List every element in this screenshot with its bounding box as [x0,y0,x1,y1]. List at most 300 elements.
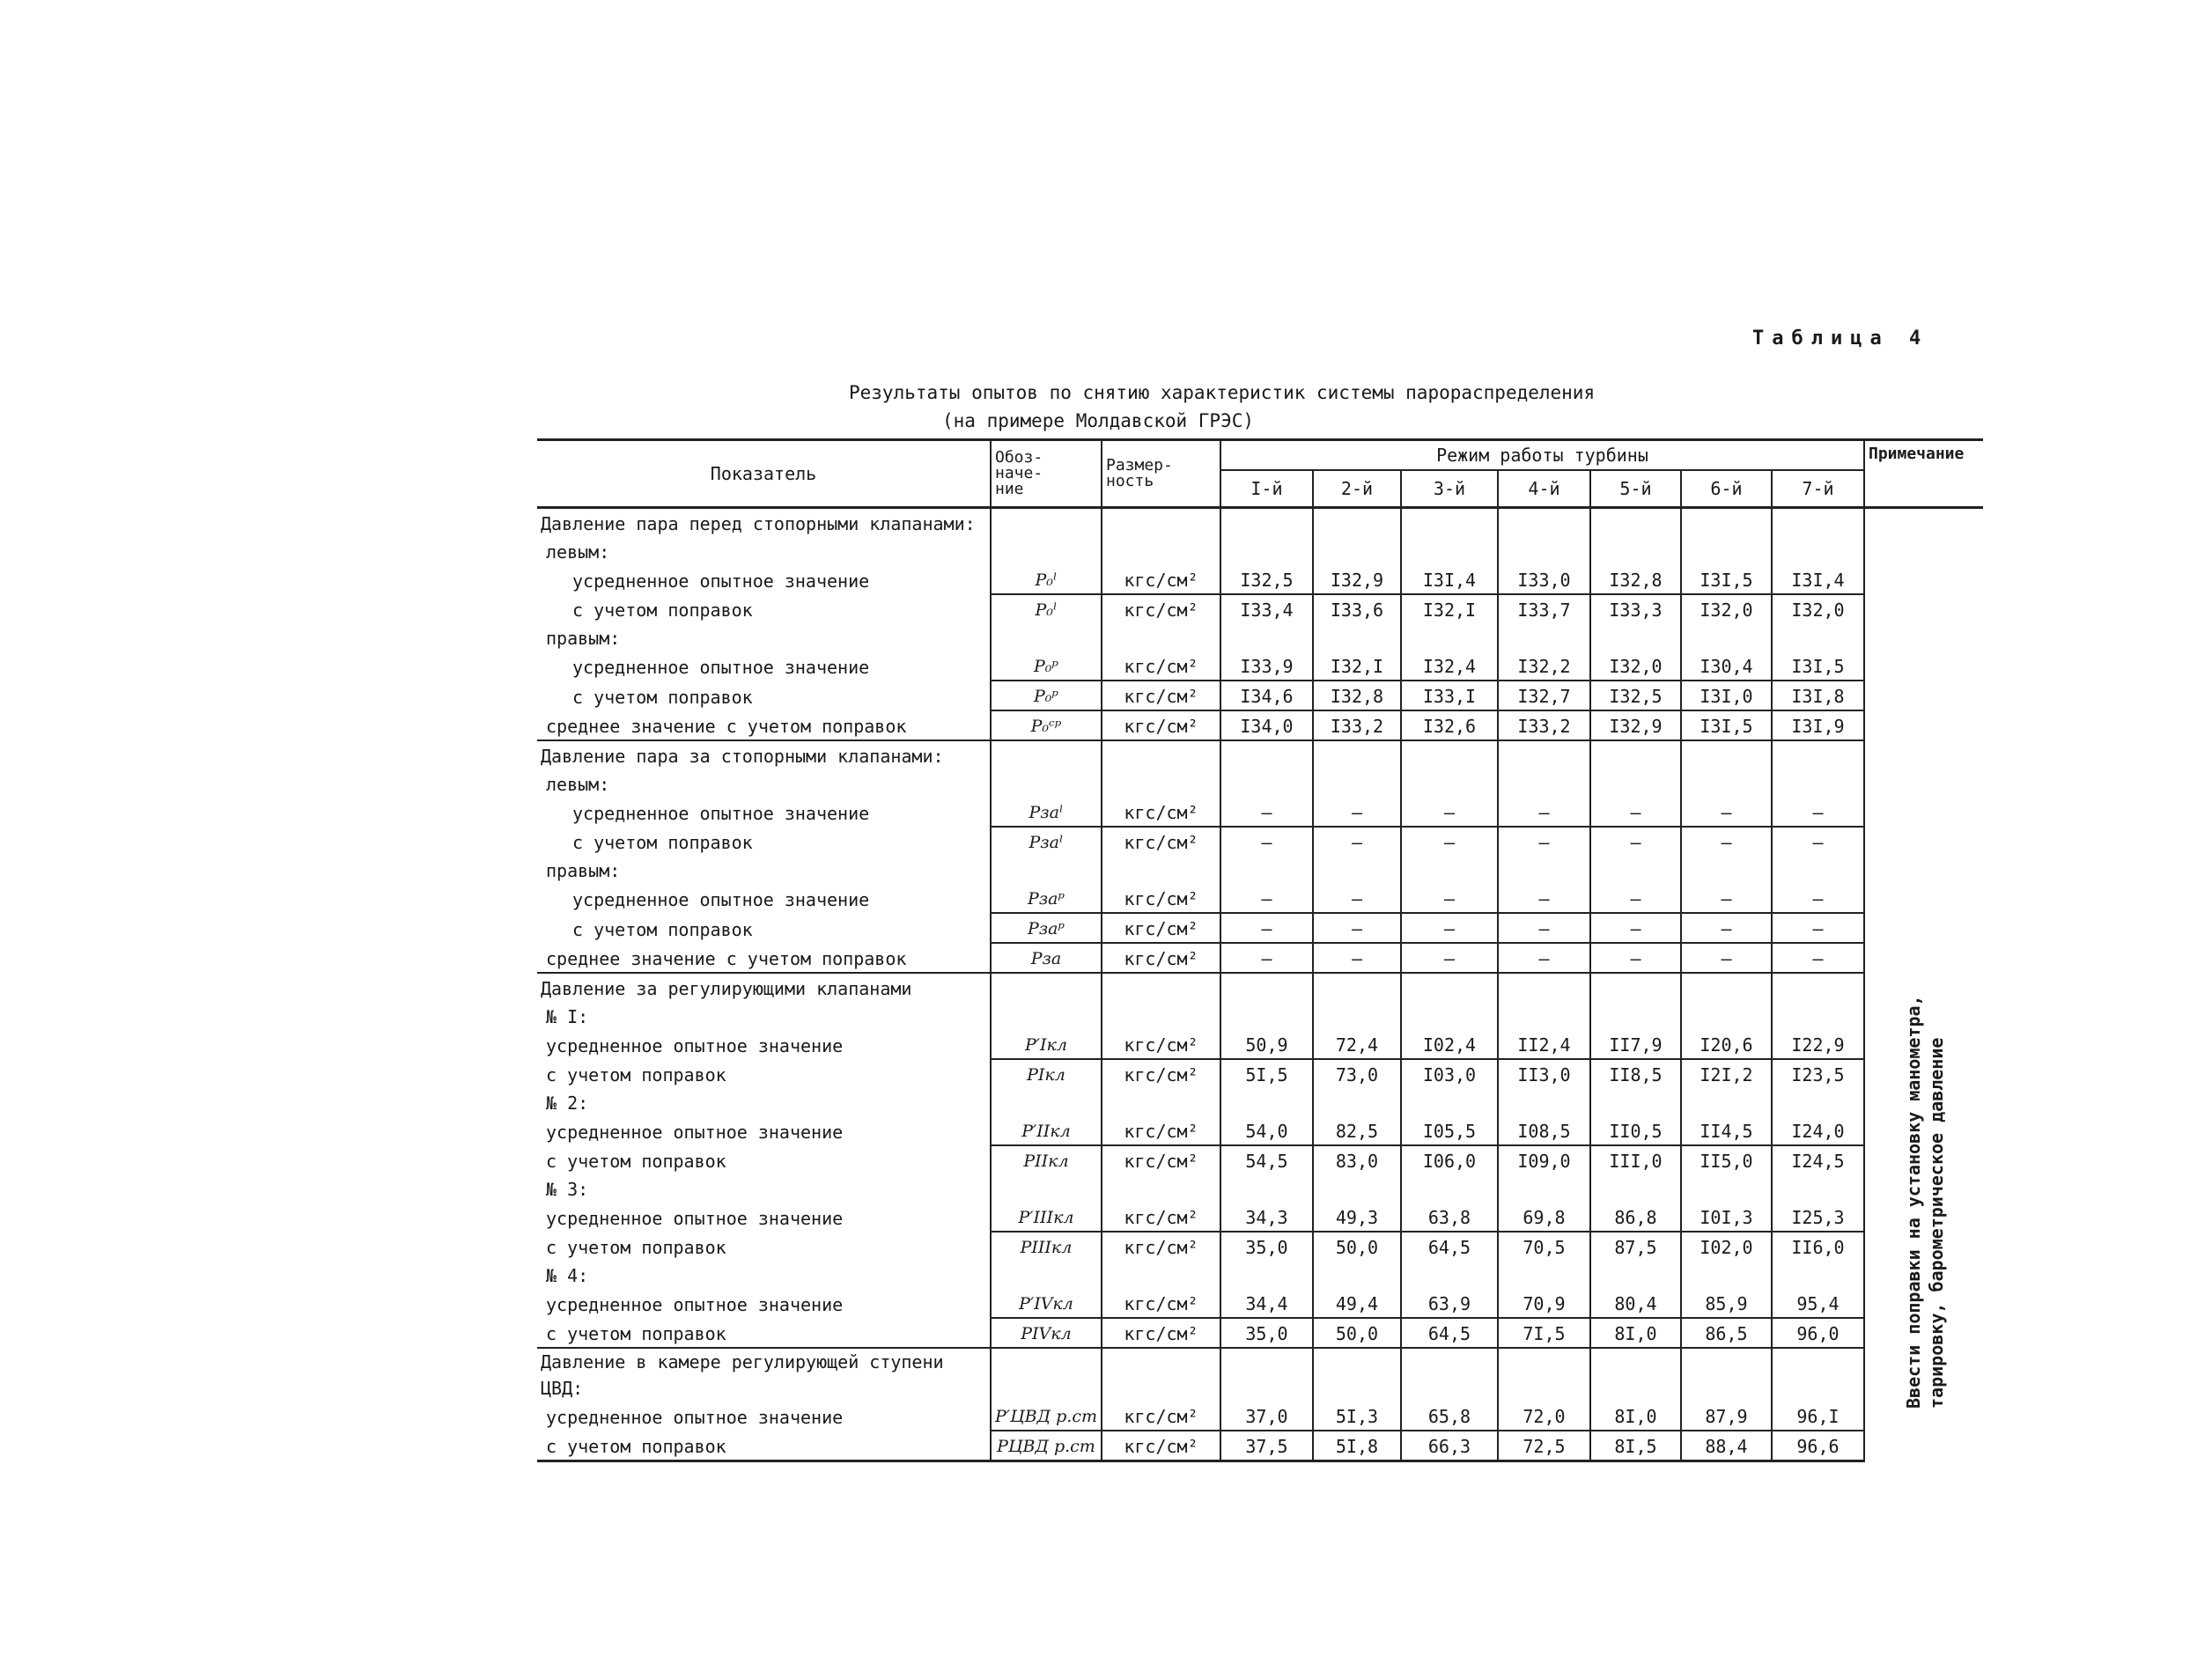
value-cell: I0I,3 [1681,1203,1772,1232]
header-mode: 6-й [1681,470,1772,508]
value-cell [1772,1261,1864,1289]
value-cell: – [1590,798,1681,827]
value-cell: – [1498,913,1590,943]
value-cell: 96,I [1772,1402,1864,1431]
value-cell: I32,8 [1313,681,1401,710]
value-cell [1313,1174,1401,1203]
row-symbol: P′ЦВД р.ст [991,1402,1102,1431]
value-cell: I3I,0 [1681,681,1772,710]
value-cell [1772,508,1864,538]
table-row [537,1002,1983,1030]
row-label: № 3: [537,1174,991,1203]
row-symbol: P′IIIкл [991,1203,1102,1232]
note-cell [1864,884,1983,913]
row-label: правым: [537,856,991,884]
row-label: с учетом поправок [537,1145,991,1174]
note-cell [1864,827,1983,856]
value-cell: 5I,8 [1313,1431,1401,1461]
row-symbol: P′IVкл [991,1289,1102,1318]
value-cell: – [1313,884,1401,913]
value-cell: – [1401,827,1498,856]
value-cell: I2I,2 [1681,1059,1772,1088]
table-title: Результаты опытов по снятию характеристик системы парораспределения [849,382,1596,403]
value-cell [1772,1174,1864,1203]
note-cell [1864,798,1983,827]
table-row [537,856,1983,884]
row-label: с учетом поправок [537,1318,991,1348]
row-unit [1102,769,1220,798]
value-cell: I3I,5 [1772,651,1864,681]
row-symbol [991,973,1102,1002]
value-cell [1498,508,1590,538]
note-cell [1864,913,1983,943]
row-symbol [991,769,1102,798]
row-unit: кгс/см² [1102,1289,1220,1318]
value-cell: 87,5 [1590,1232,1681,1261]
note-cell [1864,740,1983,769]
value-cell [1313,973,1401,1002]
value-cell: – [1590,943,1681,973]
row-unit: кгс/см² [1102,913,1220,943]
table-row [537,1088,1983,1116]
row-symbol: P′IIкл [991,1116,1102,1145]
value-cell: – [1220,913,1313,943]
value-cell: I3I,4 [1401,565,1498,594]
row-label: усредненное опытное значение [537,798,991,827]
note-cell [1864,537,1983,565]
value-cell: I34,0 [1220,710,1313,740]
value-cell: 88,4 [1681,1431,1772,1461]
row-unit: кгс/см² [1102,1145,1220,1174]
value-cell: – [1313,913,1401,943]
value-cell [1313,856,1401,884]
value-cell: – [1498,827,1590,856]
value-cell: I25,3 [1772,1203,1864,1232]
group-heading: Давление пара перед стопорными клапанами: [537,508,991,538]
table-row [537,769,1983,798]
row-unit: кгс/см² [1102,1431,1220,1461]
table-row [537,827,1983,856]
value-cell: 49,4 [1313,1289,1401,1318]
row-unit: кгс/см² [1102,565,1220,594]
value-cell: I32,0 [1681,594,1772,623]
header-mode: 2-й [1313,470,1401,508]
value-cell [1220,1002,1313,1030]
value-cell: – [1401,798,1498,827]
row-label: с учетом поправок [537,594,991,623]
value-cell: II8,5 [1590,1059,1681,1088]
value-cell [1220,1261,1313,1289]
value-cell [1590,623,1681,651]
row-unit [1102,1348,1220,1402]
value-cell: 63,8 [1401,1203,1498,1232]
value-cell [1220,1088,1313,1116]
value-cell: I32,2 [1498,651,1590,681]
value-cell: I34,6 [1220,681,1313,710]
row-label: усредненное опытное значение [537,1402,991,1431]
value-cell [1220,1348,1313,1402]
value-cell [1772,1348,1864,1402]
row-label: с учетом поправок [537,1431,991,1461]
row-symbol: P₀ˡ [991,594,1102,623]
value-cell: I3I,4 [1772,565,1864,594]
value-cell: 66,3 [1401,1431,1498,1461]
header-mode: 4-й [1498,470,1590,508]
value-cell: II5,0 [1681,1145,1772,1174]
value-cell: 5I,3 [1313,1402,1401,1431]
value-cell [1590,1002,1681,1030]
value-cell: – [1590,827,1681,856]
row-symbol: Pза [991,943,1102,973]
row-symbol [991,1261,1102,1289]
value-cell: – [1498,884,1590,913]
table-row [537,537,1983,565]
value-cell [1401,740,1498,769]
value-cell: 63,9 [1401,1289,1498,1318]
value-cell: I23,5 [1772,1059,1864,1088]
value-cell: – [1220,943,1313,973]
value-cell: – [1681,913,1772,943]
value-cell: – [1313,827,1401,856]
value-cell [1590,1174,1681,1203]
value-cell: 54,5 [1220,1145,1313,1174]
value-cell [1498,537,1590,565]
value-cell [1220,537,1313,565]
value-cell: I03,0 [1401,1059,1498,1088]
value-cell [1498,973,1590,1002]
value-cell [1681,1002,1772,1030]
value-cell: I3I,8 [1772,681,1864,710]
table-row [537,913,1983,943]
row-unit [1102,623,1220,651]
row-label: № I: [537,1002,991,1030]
value-cell [1220,623,1313,651]
value-cell [1772,537,1864,565]
note-cell [1864,594,1983,623]
value-cell: II4,5 [1681,1116,1772,1145]
note-text: Ввести поправки на установку манометра, тарировку, барометрическое давление [1903,995,1947,1409]
row-symbol: P′Iкл [991,1030,1102,1059]
table-subtitle: (на примере Молдавской ГРЭС) [942,410,1255,431]
value-cell: I32,9 [1590,710,1681,740]
value-cell: I33,9 [1220,651,1313,681]
value-cell [1313,1261,1401,1289]
group-heading: Давление за регулирующими клапанами [537,973,991,1002]
value-cell [1681,769,1772,798]
table-row [537,1431,1983,1461]
value-cell: – [1681,827,1772,856]
value-cell: III,0 [1590,1145,1681,1174]
row-unit [1102,1088,1220,1116]
row-label: усредненное опытное значение [537,1116,991,1145]
table-row [537,508,1983,538]
value-cell [1220,973,1313,1002]
row-unit [1102,537,1220,565]
value-cell [1401,1174,1498,1203]
value-cell [1772,769,1864,798]
value-cell: I32,0 [1772,594,1864,623]
row-label: с учетом поправок [537,827,991,856]
value-cell: 35,0 [1220,1232,1313,1261]
value-cell: 37,0 [1220,1402,1313,1431]
row-unit: кгс/см² [1102,1030,1220,1059]
table-row [537,565,1983,594]
value-cell [1681,856,1772,884]
value-cell [1313,1002,1401,1030]
value-cell: – [1313,943,1401,973]
value-cell [1590,1348,1681,1402]
row-label: усредненное опытное значение [537,1203,991,1232]
table-row [537,1174,1983,1203]
value-cell: 73,0 [1313,1059,1401,1088]
value-cell [1401,973,1498,1002]
value-cell: I32,4 [1401,651,1498,681]
value-cell [1313,740,1401,769]
row-unit: кгс/см² [1102,1116,1220,1145]
value-cell: 69,8 [1498,1203,1590,1232]
value-cell [1401,537,1498,565]
value-cell: 70,9 [1498,1289,1590,1318]
value-cell [1498,740,1590,769]
value-cell [1590,973,1681,1002]
value-cell [1590,1261,1681,1289]
row-label: среднее значение с учетом поправок [537,710,991,740]
row-symbol: PIкл [991,1059,1102,1088]
row-symbol [991,1174,1102,1203]
row-label: № 2: [537,1088,991,1116]
table-row [537,623,1983,651]
value-cell [1681,1261,1772,1289]
value-cell: 64,5 [1401,1318,1498,1348]
value-cell: I24,0 [1772,1116,1864,1145]
value-cell [1772,1088,1864,1116]
header-note: Примечание [1864,440,1983,508]
value-cell: – [1498,943,1590,973]
row-symbol [991,508,1102,538]
value-cell: 87,9 [1681,1402,1772,1431]
row-symbol: P₀ᶜᵖ [991,710,1102,740]
value-cell: II0,5 [1590,1116,1681,1145]
row-label: усредненное опытное значение [537,1030,991,1059]
value-cell: – [1681,884,1772,913]
row-symbol: PIIIкл [991,1232,1102,1261]
value-cell: 34,3 [1220,1203,1313,1232]
value-cell: I32,6 [1401,710,1498,740]
value-cell [1498,856,1590,884]
row-label: среднее значение с учетом поправок [537,943,991,973]
value-cell: 34,4 [1220,1289,1313,1318]
table-row [537,943,1983,973]
value-cell [1313,1088,1401,1116]
value-cell: II2,4 [1498,1030,1590,1059]
value-cell: – [1401,913,1498,943]
value-cell: I32,0 [1590,651,1681,681]
value-cell [1681,623,1772,651]
table-row [537,1261,1983,1289]
row-symbol: Pзаᵖ [991,884,1102,913]
value-cell [1401,623,1498,651]
value-cell: I08,5 [1498,1116,1590,1145]
row-symbol [991,1348,1102,1402]
value-cell: 95,4 [1772,1289,1864,1318]
value-cell [1401,1348,1498,1402]
value-cell: I02,0 [1681,1232,1772,1261]
value-cell: I32,5 [1590,681,1681,710]
row-symbol [991,1002,1102,1030]
note-cell [1864,651,1983,681]
group-heading: Давление пара за стопорными клапанами: [537,740,991,769]
value-cell: 65,8 [1401,1402,1498,1431]
value-cell: I32,5 [1220,565,1313,594]
header-mode: 7-й [1772,470,1864,508]
value-cell [1220,1174,1313,1203]
value-cell: I3I,5 [1681,565,1772,594]
row-label: правым: [537,623,991,651]
value-cell: – [1681,798,1772,827]
value-cell: – [1681,943,1772,973]
note-cell [1864,565,1983,594]
value-cell: I30,4 [1681,651,1772,681]
row-label: с учетом поправок [537,1059,991,1088]
value-cell: – [1401,884,1498,913]
value-cell: 72,4 [1313,1030,1401,1059]
value-cell: 50,0 [1313,1318,1401,1348]
row-unit: кгс/см² [1102,1402,1220,1431]
value-cell: – [1220,798,1313,827]
row-unit: кгс/см² [1102,651,1220,681]
value-cell [1681,508,1772,538]
value-cell: I32,I [1313,651,1401,681]
value-cell [1590,740,1681,769]
value-cell: 54,0 [1220,1116,1313,1145]
value-cell: – [1313,798,1401,827]
value-cell [1681,537,1772,565]
value-cell: I33,7 [1498,594,1590,623]
value-cell [1681,1174,1772,1203]
row-symbol: Pзаˡ [991,827,1102,856]
note-cell [1864,623,1983,651]
value-cell: I22,9 [1772,1030,1864,1059]
row-unit: кгс/см² [1102,710,1220,740]
value-cell [1498,1348,1590,1402]
row-unit: кгс/см² [1102,1318,1220,1348]
value-cell [1498,769,1590,798]
value-cell: – [1498,798,1590,827]
value-cell [1313,769,1401,798]
value-cell: I33,0 [1498,565,1590,594]
value-cell: 50,9 [1220,1030,1313,1059]
row-symbol: PIVкл [991,1318,1102,1348]
table-row [537,884,1983,913]
table-row [537,740,1983,769]
value-cell: – [1772,798,1864,827]
table-number-label: Таблица 4 [1752,327,1929,350]
value-cell: 96,0 [1772,1318,1864,1348]
row-symbol [991,1088,1102,1116]
row-label: усредненное опытное значение [537,884,991,913]
results-table [537,438,1983,1462]
value-cell: I33,3 [1590,594,1681,623]
value-cell: 72,0 [1498,1402,1590,1431]
value-cell [1498,623,1590,651]
table-row [537,1318,1983,1348]
value-cell [1681,1348,1772,1402]
value-cell: I32,8 [1590,565,1681,594]
value-cell [1313,537,1401,565]
value-cell: 8I,0 [1590,1402,1681,1431]
value-cell: I33,I [1401,681,1498,710]
row-label: левым: [537,769,991,798]
row-unit: кгс/см² [1102,1059,1220,1088]
value-cell [1681,1088,1772,1116]
table-body [537,508,1983,1461]
value-cell: – [1772,884,1864,913]
row-unit: кгс/см² [1102,1232,1220,1261]
table-row [537,1145,1983,1174]
value-cell [1772,623,1864,651]
row-unit: кгс/см² [1102,827,1220,856]
value-cell [1498,1174,1590,1203]
value-cell: – [1590,913,1681,943]
note-cell [1864,681,1983,710]
value-cell: I02,4 [1401,1030,1498,1059]
value-cell: I33,6 [1313,594,1401,623]
value-cell: 80,4 [1590,1289,1681,1318]
row-symbol: Pзаᵖ [991,913,1102,943]
value-cell: 64,5 [1401,1232,1498,1261]
value-cell [1590,508,1681,538]
row-symbol: P₀ᵖ [991,651,1102,681]
row-unit [1102,1261,1220,1289]
value-cell [1590,856,1681,884]
row-label: с учетом поправок [537,913,991,943]
value-cell: 8I,5 [1590,1431,1681,1461]
row-unit [1102,1174,1220,1203]
value-cell: I32,I [1401,594,1498,623]
value-cell [1313,623,1401,651]
table-row [537,1232,1983,1261]
note-cell [1864,1431,1983,1461]
value-cell: 96,6 [1772,1431,1864,1461]
table-row [537,1289,1983,1318]
value-cell: I24,5 [1772,1145,1864,1174]
row-label: усредненное опытное значение [537,1289,991,1318]
value-cell [1401,856,1498,884]
value-cell: – [1772,827,1864,856]
value-cell [1401,1002,1498,1030]
value-cell [1590,537,1681,565]
table-row [537,1402,1983,1431]
value-cell [1772,1002,1864,1030]
table-row [537,1030,1983,1059]
header-mode: 5-й [1590,470,1681,508]
header-unit: Размер- ность [1102,440,1220,508]
table-row [537,681,1983,710]
row-label: № 4: [537,1261,991,1289]
table-row [537,1116,1983,1145]
value-cell: II3,0 [1498,1059,1590,1088]
row-unit [1102,973,1220,1002]
value-cell: 7I,5 [1498,1318,1590,1348]
header-mode: 3-й [1401,470,1498,508]
value-cell: 49,3 [1313,1203,1401,1232]
table-row [537,1059,1983,1088]
group-heading: Давление в камере регулирующей ступени ЦВД: [537,1348,991,1402]
value-cell: I3I,5 [1681,710,1772,740]
row-unit [1102,1002,1220,1030]
row-symbol [991,537,1102,565]
value-cell [1498,1261,1590,1289]
